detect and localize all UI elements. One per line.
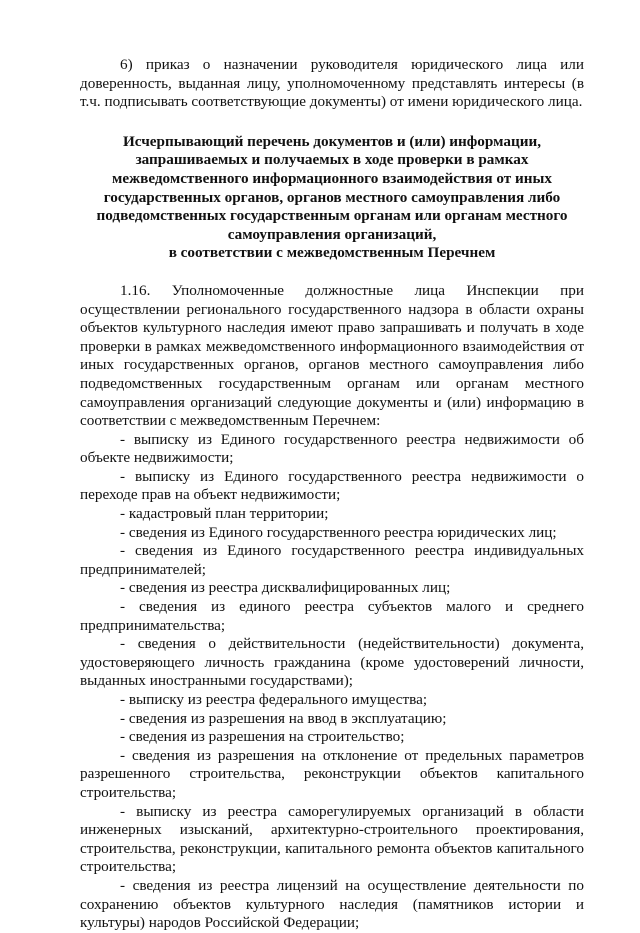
document-list <box>80 431 584 933</box>
heading-line: запрашиваемых и получаемых в ходе проверки в рамках <box>135 151 529 169</box>
paragraph-1-16: 1.16. Уполномоченные должностные лица Инспекции при осуществлении регионального государственного надзора в области охраны объектов культурного наследия имеют право запрашивать и получать в ходе проверки в рамках межведомственного информационного взаимодействия от иных государственных органов, органов местного самоуправления либо подведомственных государственным органам или органам местного самоуправления организаций следующие документы и (или) информацию в соответствии с межведомственным Перечнем: <box>80 281 584 430</box>
list-item: - сведения из реестра дисквалифицированных лиц; <box>120 579 451 597</box>
list-item: - выписку из Единого государственного реестра недвижимости об объекте недвижимости; <box>80 430 584 467</box>
list-item: - сведения из Единого государственного реестра юридических лиц; <box>120 523 557 541</box>
list-item: - выписку из реестра саморегулируемых организаций в области инженерных изысканий, архитектурно-строительного проектирования, строительства, реконструкции, капитального ремонта объектов капитального строительства; <box>80 802 584 876</box>
item-6-paragraph: 6) приказ о назначении руководителя юридического лица или доверенность, выданная лицу, уполномоченному представлять интересы (в т.ч. подписывать соответствующие документы) от имени юридического лица. <box>80 56 584 111</box>
list-item: - выписку из реестра федерального имущества; <box>120 691 428 708</box>
heading-line: самоуправления организаций, <box>227 225 437 243</box>
list-item: - сведения из реестра лицензий на осуществление деятельности по сохранению объектов культурного наследия (памятников истории и культуры) народов Российской Федерации; <box>80 876 584 932</box>
list-item: - кадастровый план территории; <box>120 505 329 523</box>
heading-line: межведомственного информационного взаимодействия от иных <box>112 169 552 187</box>
list-item: - сведения из разрешения на ввод в эксплуатацию; <box>120 709 447 727</box>
heading-line: в соответствии с межведомственным Перечнем <box>168 244 496 262</box>
section-heading <box>80 133 584 263</box>
heading-line: подведомственных государственным органам или органам местного <box>96 207 568 225</box>
list-item: - сведения из единого реестра субъектов малого и среднего предпринимательства; <box>80 598 584 634</box>
list-item: - сведения из разрешения на отклонение от предельных параметров разрешенного строительства, реконструкции объектов капитального строительства; <box>80 746 584 801</box>
list-item: - выписку из Единого государственного реестра недвижимости о переходе прав на объект недвижимости; <box>80 467 584 504</box>
list-item: - сведения о действительности (недействительности) документа, удостоверяющего личность гражданина (кроме удостоверений личности, выданных иностранными государствами); <box>80 635 584 690</box>
heading-line: государственных органов, органов местного самоуправления либо <box>103 188 561 206</box>
list-item: - сведения из разрешения на строительство; <box>120 728 405 746</box>
heading-line: Исчерпывающий перечень документов и (или) информации, <box>122 132 542 150</box>
list-item: - сведения из Единого государственного реестра индивидуальных предпринимателей; <box>80 542 584 578</box>
document-page <box>80 56 584 933</box>
